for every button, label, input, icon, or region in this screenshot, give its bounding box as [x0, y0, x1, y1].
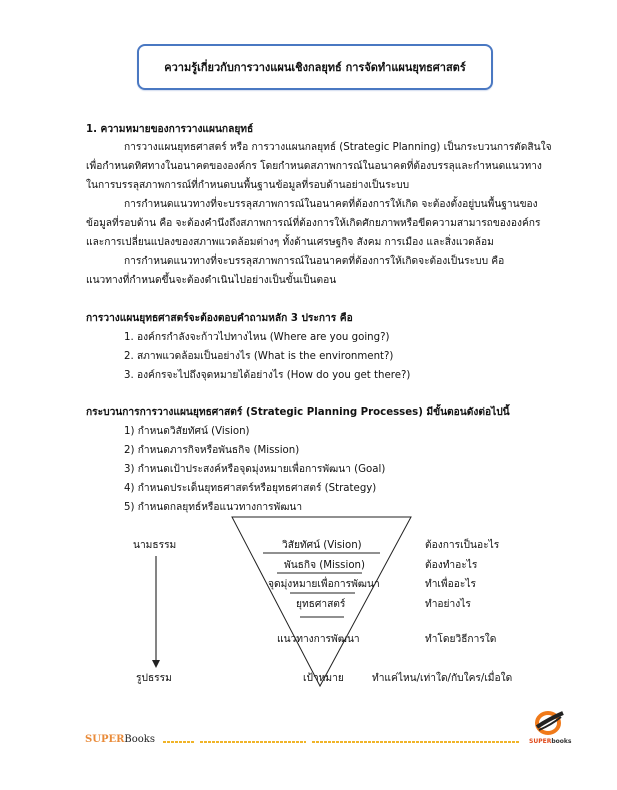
right-label: ทำแค่ไหน/เท่าใด/กับใคร/เมื่อใด — [372, 673, 513, 684]
level-mission: พันธกิจ (Mission) — [284, 560, 365, 571]
question-item: 3. องค์กรจะไปถึงจุดหมายได้อย่างไร (How do you get there?) — [124, 370, 411, 381]
footer-brand-super: SUPER — [85, 734, 125, 745]
arrow-down-icon — [152, 660, 160, 668]
paragraph-line: แนวทางที่กำหนดขึ้นจะต้องดำเนินไปอย่างเป็นขั้นเป็นตอน — [86, 275, 337, 286]
logo-text — [529, 738, 571, 745]
process-step: 4) กำหนดประเด็นยุทธศาสตร์หรือยุทธศาสตร์ (Strategy) — [124, 483, 377, 494]
footer-divider — [200, 741, 306, 743]
logo-text-books: books — [551, 738, 572, 745]
section2-heading: การวางแผนยุทธศาสตร์จะต้องตอบคำถามหลัก 3 ประการ คือ — [86, 313, 353, 324]
paragraph-line: ในการบรรลุสภาพการณ์ที่กำหนดบนพื้นฐานข้อมูลที่รอบด้านอย่างเป็นระบบ — [86, 180, 410, 191]
right-label: ทำเพื่ออะไร — [425, 579, 476, 590]
process-step: 1) กำหนดวิสัยทัศน์ (Vision) — [124, 426, 250, 437]
footer-brand-books: Books — [124, 734, 155, 745]
paragraph-line: และการเปลี่ยนแปลงของสภาพแวดล้อมต่างๆ ทั้งด้านเศรษฐกิจ สังคม การเมือง และสิ่งแวดล้อม — [86, 237, 494, 248]
right-label: ต้องทำอะไร — [425, 560, 478, 571]
footer-divider — [163, 741, 195, 743]
paragraph-line: เพื่อกำหนดทิศทางในอนาคตขององค์กร โดยกำหนดสภาพการณ์ในอนาคตที่ต้องบรรลุและกำหนดแนวทาง — [86, 161, 542, 172]
right-label: ต้องการเป็นอะไร — [425, 540, 500, 551]
level-approach: แนวทางการพัฒนา — [277, 634, 360, 645]
level-target: เป้าหมาย — [303, 673, 344, 684]
process-step: 2) กำหนดภารกิจหรือพันธกิจ (Mission) — [124, 445, 300, 456]
right-label: ทำโดยวิธีการใด — [425, 634, 497, 645]
paragraph-line: การกำหนดแนวทางที่จะบรรลุสภาพการณ์ในอนาคตที่ต้องการให้เกิด จะต้องตั้งอยู่บนพื้นฐานของ — [124, 199, 538, 210]
logo-text-super: SUPER — [529, 738, 552, 745]
level-strategy: ยุทธศาสตร์ — [296, 599, 346, 610]
section1-heading: 1. ความหมายของการวางแผนกลยุทธ์ — [86, 124, 254, 135]
footer-divider — [312, 741, 520, 743]
page-title: ความรู้เกี่ยวกับการวางแผนเชิงกลยุทธ์ การจัดทำแผนยุทธศาสตร์ — [164, 61, 466, 74]
right-label: ทำอย่างไร — [425, 599, 471, 610]
process-step: 3) กำหนดเป้าประสงค์หรือจุดมุ่งหมายเพื่อการพัฒนา (Goal) — [124, 464, 386, 475]
footer-brand — [85, 734, 155, 745]
level-goal: จุดมุ่งหมายเพื่อการพัฒนา — [268, 579, 380, 590]
section3-heading: กระบวนการการวางแผนยุทธศาสตร์ (Strategic Planning Processes) มีขั้นตอนดังต่อไปนี้ — [86, 407, 510, 418]
level-vision: วิสัยทัศน์ (Vision) — [282, 540, 362, 551]
concrete-label: รูปธรรม — [136, 673, 172, 684]
question-item: 1. องค์กรกำลังจะก้าวไปทางไหน (Where are you going?) — [124, 332, 390, 343]
paragraph-line: การวางแผนยุทธศาสตร์ หรือ การวางแผนกลยุทธ์ (Strategic Planning) เป็นกระบวนการตัดสินใจ — [124, 142, 552, 153]
question-item: 2. สภาพแวดล้อมเป็นอย่างไร (What is the environment?) — [124, 351, 394, 362]
process-step: 5) กำหนดกลยุทธ์หรือแนวทางการพัฒนา — [124, 502, 303, 513]
paragraph-line: การกำหนดแนวทางที่จะบรรลุสภาพการณ์ในอนาคตที่ต้องการให้เกิดจะต้องเป็นระบบ คือ — [124, 256, 505, 267]
paragraph-line: ข้อมูลที่รอบด้าน คือ จะต้องคำนึงถึงสภาพการณ์ที่ต้องการให้เกิดศักยภาพหรือขีดความสามารถขององค์กร — [86, 218, 541, 229]
abstract-label: นามธรรม — [133, 540, 177, 551]
